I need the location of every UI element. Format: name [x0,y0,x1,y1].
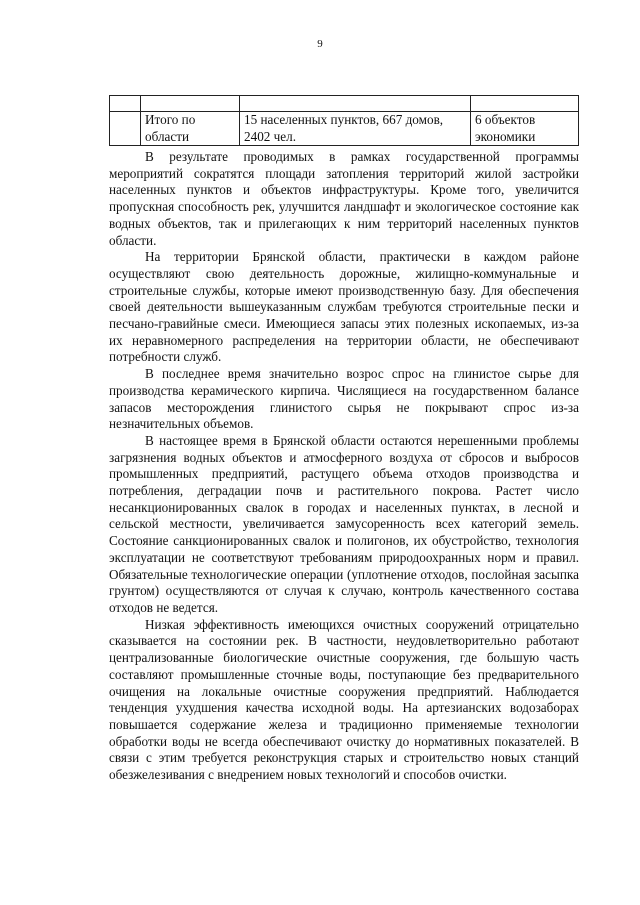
settlements-cell: 15 населенных пунктов, 667 домов, 2402 чел. [240,112,471,146]
table-cell [471,96,579,112]
paragraph: На территории Брянской области, практически в каждом районе осуществляют свою деятельность дорожные, жилищно-коммунальные и строительные службы, которые имеют производственную базу. Для обеспечения своей деятельности вышеуказанным службам требуются строительные пески и песчано-гравийные смеси. Имеющиеся запасы этих полезных ископаемых, из-за их неравномерного распределения на территории области, не обеспечивают потребности служб. [109,249,579,365]
table-cell [141,96,240,112]
table-cell [110,112,141,146]
page-number: 9 [317,38,323,50]
paragraph: В результате проводимых в рамках государственной программы мероприятий сократятся площади затопления территорий жилой застройки населенных пунктов и объектов инфраструктуры. Кроме того, увеличится пропускная способность рек, улучшится ландшафт и экологическое состояние как водных объектов, так и прилегающих к ним территорий населенных пунктов области. [109,149,579,248]
table-row [110,112,579,146]
paragraph: В настоящее время в Брянской области остаются нерешенными проблемы загрязнения водных объектов и атмосферного воздуха от сбросов и выбросов промышленных предприятий, растущего объема отходов производства и потребления, деградации почв и растительного покрова. Растет число несанкционированных свалок в городах и населенных пунктах, в лесной и сельской местности, увеличивается замусоренность всех категорий земель. Состояние санкционированных свалок и полигонов, их обустройство, технология эксплуатации не соответствуют требованиям природоохранных норм и правил. Обязательные технологические операции (уплотнение отходов, послойная засыпка грунтом) осуществляются от случая к случаю, контроль качественного состава отходов не ведется. [109,432,579,615]
total-label-cell: Итого по области [141,112,240,146]
table-cell [240,96,471,112]
objects-cell: 6 объектов экономики [471,112,579,146]
summary-table [109,95,579,146]
paragraph: Низкая эффективность имеющихся очистных сооружений отрицательно сказывается на состоянии рек. В частности, неудовлетворительно работают централизованные биологические очистные сооружения, где большую часть составляют промышленные сточные воды, поступающие без предварительного очищения на локальные очистные сооружения предприятий. Наблюдается тенденция ухудшения качества исходной воды. На артезианских водозаборах повышается содержание железа и традиционно применяемые технологии обработки воды не всегда обеспечивают очистку до нормативных показателей. В связи с этим требуется реконструкция старых и строительство новых станций обезжелезивания с внедрением новых технологий и способов очистки. [109,616,579,783]
table-cell [110,96,141,112]
table-row [110,96,579,112]
document-body [109,149,579,784]
paragraph: В последнее время значительно возрос спрос на глинистое сырье для производства керамического кирпича. Числящиеся на государственном балансе запасов месторождения глинистого сырья не покрывают спрос из-за незначительных объемов. [109,366,579,432]
